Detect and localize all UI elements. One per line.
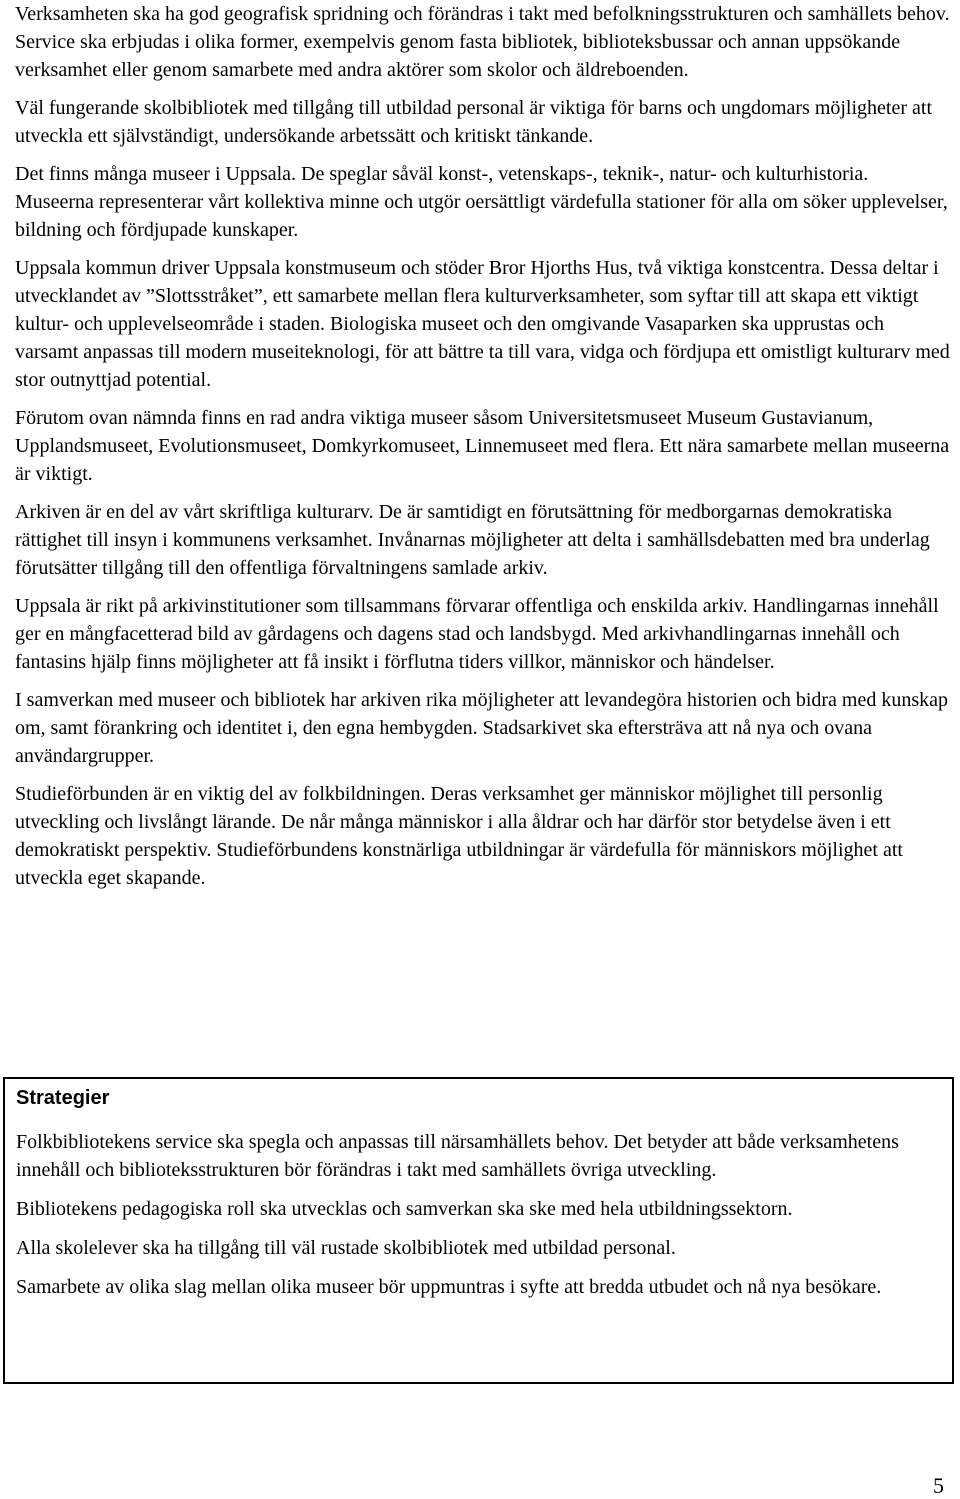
paragraph-other-museums: Förutom ovan nämnda finns en rad andra viktiga museer såsom Universitetsmuseet Museum Gustavianum, Upplandsmuseet, Evolutionsmuseet, Domkyrkomuseet, Linnemuseet med flera. Ett nära samarbete mellan museerna är viktigt. <box>15 407 950 485</box>
document-body <box>15 0 950 902</box>
paragraph-school-libraries: Väl fungerande skolbibliotek med tillgång till utbildad personal är viktiga för barns och ungdomars möjligheter att utveckla ett självständigt, undersökande arbetssätt och kritiskt tänkande. <box>15 97 933 147</box>
paragraph-archive-cooperation: I samverkan med museer och bibliotek har arkiven rika möjligheter att levandegöra historien och bidra med kunskap om, samt förankring och identitet i, den egna hembygden. Stadsarkivet ska eftersträva att nå nya och ovana användargrupper. <box>15 689 949 767</box>
paragraph-study-associations: Studieförbunden är en viktig del av folkbildningen. Deras verksamhet ger människor möjlighet till personlig utveckling och livslångt lärande. De når många människor i alla åldrar och har därför stor betydelse även i ett demokratiskt perspektiv. Studieförbundens konstnärliga utbildningar är värdefulla för människors möjlighet att utveckla eget skapande. <box>15 783 903 889</box>
strategy-item: Bibliotekens pedagogiska roll ska utvecklas och samverkan ska ske med hela utbildningssektorn. <box>16 1198 793 1220</box>
strategy-item: Alla skolelever ska ha tillgång till väl rustade skolbibliotek med utbildad personal. <box>16 1237 676 1259</box>
paragraph-archive-institutions: Uppsala är rikt på arkivinstitutioner som tillsammans förvarar offentliga och enskilda arkiv. Handlingarnas innehåll ger en mångfacetterad bild av gårdagens och dagens stad och landsbygd. Med arkivhandlingarnas innehåll och fantasins hjälp finns möjligheter att få insikt i förflutna tiders villkor, människor och händelser. <box>15 595 939 673</box>
paragraph-library-service: Verksamheten ska ha god geografisk spridning och förändras i takt med befolkningsstrukturen och samhällets behov. Service ska erbjudas i olika former, exempelvis genom fasta bibliotek, biblioteksbussar och annan uppsökande verksamhet eller genom samarbete med andra aktörer som skolor och äldreboenden. <box>15 3 950 81</box>
paragraph-art-centres: Uppsala kommun driver Uppsala konstmuseum och stöder Bror Hjorths Hus, två viktiga konstcentra. Dessa deltar i utvecklandet av ”Slottsstråket”, ett samarbete mellan flera kulturverksamheter, som syftar till att skapa ett viktigt kultur- och upplevelseområde i staden. Biologiska museet och den omgivande Vasaparken ska upprustas och varsamt anpassas till modern museiteknologi, för att bättre ta till vara, vidga och fördjupa ett omistligt kulturarv med stor outnyttjad potential. <box>15 257 950 391</box>
strategies-content <box>16 1085 941 1312</box>
strategy-item: Folkbibliotekens service ska spegla och anpassas till närsamhällets behov. Det betyder att både verksamhetens innehåll och biblioteksstrukturen bör förändras i takt med samhällets övriga utveckling. <box>16 1131 899 1181</box>
strategies-box <box>3 1077 954 1384</box>
strategy-item: Samarbete av olika slag mellan olika museer bör uppmuntras i syfte att bredda utbudet och nå nya besökare. <box>16 1276 882 1298</box>
paragraph-museums: Det finns många museer i Uppsala. De speglar såväl konst-, vetenskaps-, teknik-, natur- och kulturhistoria. Museerna representerar vårt kollektiva minne och utgör oersättligt värdefulla stationer för alla om söker upplevelser, bildning och fördjupade kunskaper. <box>15 163 948 241</box>
paragraph-archives: Arkiven är en del av vårt skriftliga kulturarv. De är samtidigt en förutsättning för medborgarnas demokratiska rättighet till insyn i kommunens verksamhet. Invånarnas möjligheter att delta i samhällsdebatten med bra underlag förutsätter tillgång till den offentliga förvaltningens samlade arkiv. <box>15 501 930 579</box>
strategies-heading: Strategier <box>16 1087 110 1109</box>
page-number: 5 <box>933 1473 944 1498</box>
